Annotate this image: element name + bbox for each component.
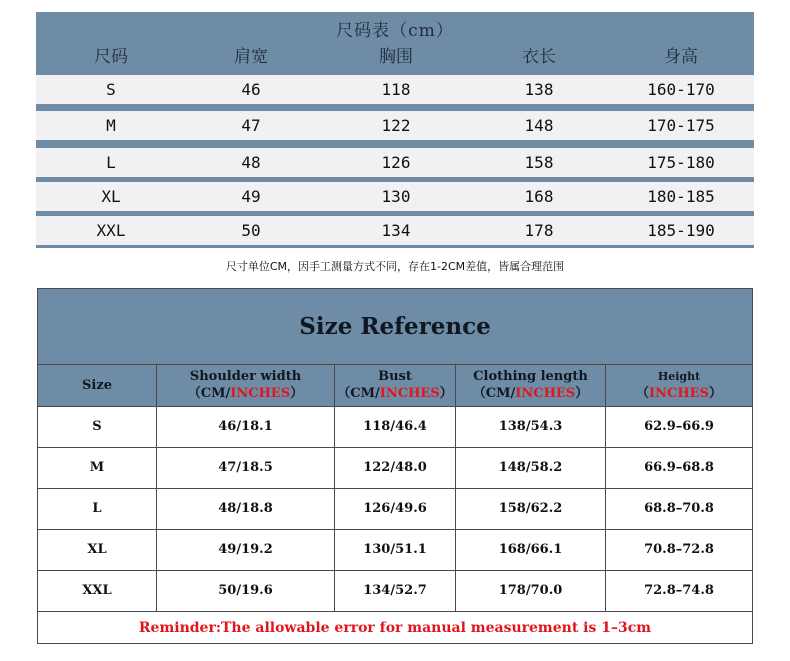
en-header-unit-inches: INCHES (515, 386, 576, 401)
en-header-height (606, 365, 752, 406)
cn-cell-length: 138 (524, 80, 554, 99)
en-cell-shoulder: 47/18.5 (218, 460, 273, 475)
en-cell-size: XXL (82, 583, 112, 598)
en-cell-bust: 130/51.1 (363, 542, 427, 557)
en-cell-height: 62.9–66.9 (644, 419, 714, 434)
cn-header-length: 衣长 (522, 47, 556, 67)
en-header-unit-inches: INCHES (379, 386, 440, 401)
en-header-shoulder-label: Shoulder width (189, 369, 302, 384)
en-cell-length: 138/54.3 (498, 419, 563, 434)
cn-cell-shoulder: 49 (241, 187, 261, 206)
en-cell-bust: 118/46.4 (363, 419, 427, 434)
en-cell-length: 168/66.1 (498, 542, 563, 557)
en-header-length (456, 365, 605, 406)
en-cell-height: 68.8–70.8 (644, 501, 714, 516)
en-cell-length: 158/62.2 (498, 501, 563, 516)
en-cell-length: 178/70.0 (498, 583, 563, 598)
en-cell-size: M (89, 460, 105, 475)
cn-cell-bust: 126 (381, 153, 411, 172)
en-header-unit-open: （CM/ (187, 386, 231, 401)
cn-size-table (36, 12, 754, 248)
cn-table-row (36, 216, 754, 245)
cn-header-shoulder: 肩宽 (234, 47, 268, 67)
cn-cell-bust: 118 (381, 80, 411, 99)
cn-measurement-note: 尺寸单位CM，因手工测量方式不同，存在1-2CM差值，皆属合理范围 (225, 260, 565, 273)
cn-cell-height: 175-180 (647, 153, 715, 172)
en-header-unit-open: （CM/ (337, 386, 380, 401)
cn-cell-size: M (106, 116, 116, 135)
en-cell-size: XL (87, 542, 107, 557)
en-header-unit-open: （CM/ (472, 386, 516, 401)
en-header-length-label: Clothing length (473, 369, 588, 384)
cn-header-height: 身高 (664, 47, 698, 67)
en-header-unit-inches: INCHES (230, 386, 291, 401)
cn-table-row (36, 182, 754, 211)
en-cell-height: 66.9–68.8 (644, 460, 714, 475)
en-header-height-label: Height (657, 370, 701, 383)
cn-table-row (36, 148, 754, 177)
en-header-size-label: Size (82, 378, 112, 393)
en-header-shoulder (157, 365, 334, 406)
en-cell-height: 70.8–72.8 (644, 542, 714, 557)
cn-cell-bust: 130 (381, 187, 411, 206)
cn-cell-size: XL (101, 187, 121, 206)
en-header-unit-close: ） (290, 386, 304, 401)
en-cell-bust: 122/48.0 (363, 460, 427, 475)
en-cell-size: L (92, 501, 102, 516)
cn-cell-length: 168 (524, 187, 554, 206)
en-cell-shoulder: 46/18.1 (218, 419, 273, 434)
cn-cell-height: 170-175 (647, 116, 715, 135)
en-table-title: Size Reference (299, 313, 491, 340)
en-header-size (38, 365, 156, 406)
en-title-band (38, 289, 752, 365)
en-cell-size: S (92, 419, 102, 434)
cn-cell-length: 158 (524, 153, 554, 172)
en-cell-shoulder: 48/18.8 (218, 501, 273, 516)
en-cell-shoulder: 49/19.2 (218, 542, 273, 557)
cn-cell-height: 180-185 (647, 187, 715, 206)
en-header-unit-inches: INCHES (649, 386, 709, 401)
cn-table-row (36, 111, 754, 140)
en-cell-bust: 134/52.7 (363, 583, 427, 598)
en-size-table (37, 288, 753, 644)
cn-cell-shoulder: 50 (241, 221, 261, 240)
cn-table-title: 尺码表（cm） (336, 21, 454, 41)
cn-table-row (36, 75, 754, 104)
cn-cell-shoulder: 47 (241, 116, 261, 135)
cn-cell-length: 178 (524, 221, 554, 240)
measurement-reminder: Reminder:The allowable error for manual measurement is 1–3cm (138, 620, 652, 636)
en-cell-bust: 126/49.6 (363, 501, 427, 516)
cn-cell-length: 148 (524, 116, 554, 135)
cn-cell-size: XXL (96, 221, 126, 240)
en-header-unit-close: ） (708, 386, 722, 401)
cn-cell-shoulder: 46 (241, 80, 261, 99)
cn-cell-bust: 134 (381, 221, 411, 240)
en-header-bust (335, 365, 455, 406)
cn-header-size: 尺码 (94, 47, 128, 67)
cn-cell-height: 185-190 (647, 221, 715, 240)
cn-cell-height: 160-170 (647, 80, 715, 99)
en-header-unit-close: ） (439, 386, 453, 401)
cn-cell-bust: 122 (381, 116, 411, 135)
en-cell-shoulder: 50/19.6 (218, 583, 273, 598)
en-cell-length: 148/58.2 (498, 460, 563, 475)
cn-cell-size: L (106, 153, 116, 172)
cn-cell-shoulder: 48 (241, 153, 261, 172)
cn-cell-size: S (106, 80, 116, 99)
en-header-unit-close: ） (575, 386, 589, 401)
en-header-unit-open: （ (636, 386, 650, 401)
en-cell-height: 72.8–74.8 (644, 583, 714, 598)
en-header-bust-label: Bust (378, 369, 412, 384)
cn-header-bust: 胸围 (379, 47, 413, 67)
